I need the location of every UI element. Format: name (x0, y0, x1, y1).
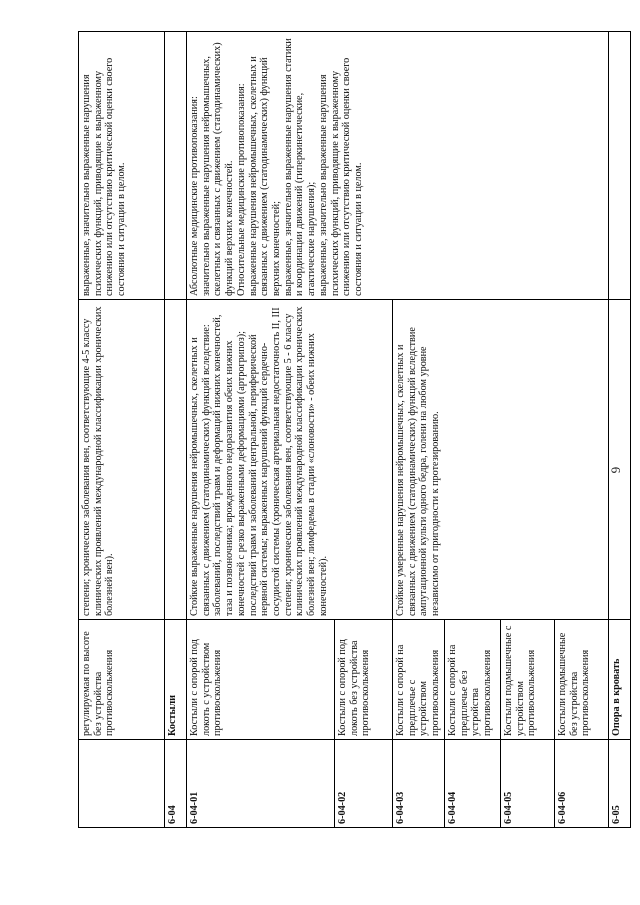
rehab-devices-table (78, 31, 631, 828)
group-empty-cell (165, 32, 187, 300)
group-code: 6-04 (165, 740, 187, 828)
row-code: 6-04-01 (187, 740, 335, 828)
row-code: 6-04-02 (335, 740, 393, 828)
page-number: 6 (608, 466, 624, 474)
row-code (79, 740, 165, 828)
rotated-table-container (78, 32, 622, 828)
row-contraindications: выраженные, значительно выраженные нарушения психических функций, приводящие к выраженному снижению или отсутствию критической оценки своего состояния и ситуации в целом. (79, 32, 165, 300)
table-row (79, 32, 165, 828)
row-device-name: Костыли с опорой на предплечье с устройством противоскольжения (393, 620, 445, 740)
row-device-name: Костыли с опорой под локоть с устройством противоскольжения (187, 620, 335, 740)
row-device-name: регулируемая по высоте без устройства противоскольжения (79, 620, 165, 740)
group-name: Костыли (165, 620, 187, 740)
row-indications: Стойкие умеренные нарушения нейромышечных, скелетных и связанных с движением (статодинамических) функций вследствие ампутационной культи одного бедра, голени на любом уровне независимо от пригодности к протезированию. (393, 300, 609, 620)
row-contraindications: Абсолютные медицинские противопоказания: значительно выраженные нарушения нейромышечных, скелетных и связанных с движением (статодинамических) функций верхних конечностей. Относительные медицинские противопоказания: выраженные нарушения нейромышечных, скелетных и связанных с движением (статодинамических) функций верхних конечностей; выраженные, значительно выраженные нарушения статики и координации движений (гиперкинетические, атактические нарушения); выраженные, значительно выраженные нарушения психических функций, приводящие к выраженному снижению или отсутствию критической оценки своего состояния и ситуации в целом. (187, 32, 609, 300)
group-empty-cell (608, 300, 630, 620)
table-group-row (165, 32, 187, 828)
table-group-row (608, 32, 630, 828)
row-code: 6-04-05 (500, 740, 554, 828)
group-name: Опора в кровать (608, 620, 630, 740)
group-empty-cell (165, 300, 187, 620)
group-empty-cell (608, 32, 630, 300)
row-device-name: Костыли с опорой на предплечье без устройства противоскольжения (444, 620, 500, 740)
row-code: 6-04-06 (554, 740, 608, 828)
table-row (187, 32, 335, 828)
row-device-name: Костыли подмышечные без устройства противоскольжения (554, 620, 608, 740)
group-code: 6-05 (608, 740, 630, 828)
row-device-name: Костыли с опорой под локоть без устройства противоскольжения (335, 620, 393, 740)
row-device-name: Костыли подмышечные с устройством противоскольжения (500, 620, 554, 740)
row-indications: Стойкие выраженные нарушения нейромышечных, скелетных и связанных с движением (статодинамических) функций вследствие: заболеваний, последствий травм и деформаций нижних конечностей, таза и позвоночника; врожденного недоразвития обеих нижних конечностей с резко выраженными деформациями (артрогрипоз); последствий травм и заболеваний центральной, периферической нервной системы; выраженных нарушений функций сердечно-сосудистой системы (хроническая артериальная недостаточность II, III степени; хронические заболевания вен, соответствующие 5 - 6 классу клинических проявлений международной классификации хронических болезней вен; лимфедема в стадии «слоновости» - обеих нижних конечностей). (187, 300, 393, 620)
row-code: 6-04-04 (444, 740, 500, 828)
row-code: 6-04-03 (393, 740, 445, 828)
row-indications: степени; хронические заболевания вен, соответствующие 4-5 классу клинических проявлений международной классификации хронических болезней вен). (79, 300, 165, 620)
